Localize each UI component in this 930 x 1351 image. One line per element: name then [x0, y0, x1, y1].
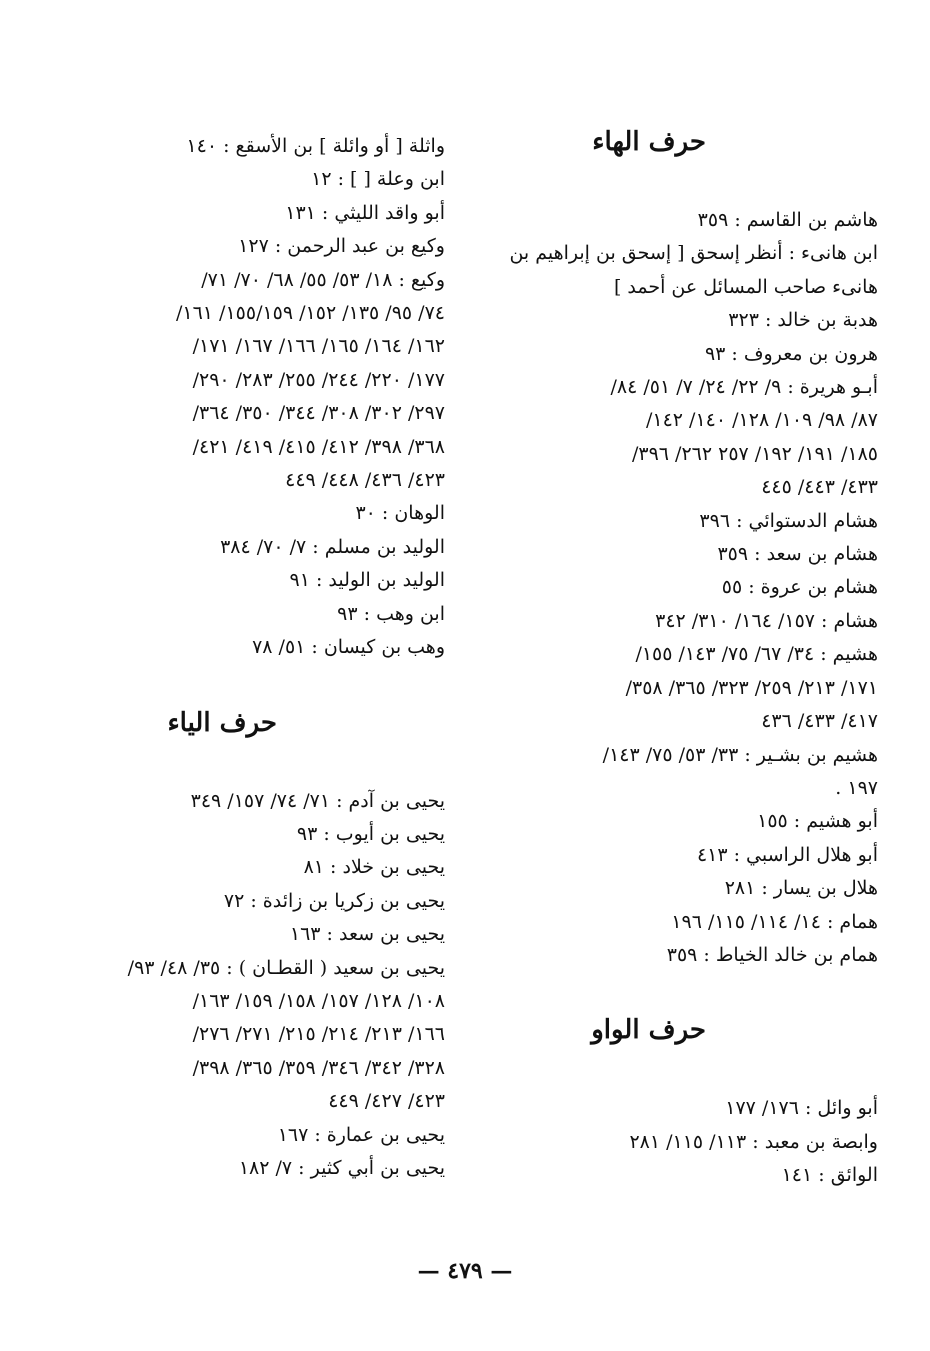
section-spacer: [70, 665, 445, 705]
index-entry: الوليد بن الوليد : ٩١: [289, 569, 445, 592]
index-entry: هانىء صاحب المسائل عن أحمد ]: [613, 275, 878, 298]
index-entry: هلال بن يسار : ٢٨١: [724, 877, 878, 900]
index-entry: واثلة [ أو وائلة ] بن الأسقع : ١٤٠: [186, 135, 445, 157]
entry-list: [70, 130, 445, 665]
index-entry: هرون بن معروف : ٩٣: [704, 342, 878, 365]
index-entry: همام : ١٤/ ١١٤/ ١١٥/ ١٩٦: [671, 910, 878, 933]
section-waw-continued: [70, 130, 445, 665]
index-entry: ابن هانىء : أنظر إسحق [ إسحق بن إبراهيم بن: [509, 242, 878, 265]
index-entry: يحيى بن سعيد ( القطـان ) : ٣٥/ ٤٨/ ٩٣/: [127, 956, 445, 979]
page-number: — ٤٧٩ —: [417, 1258, 513, 1284]
index-entry: ١٧٧/ ٢٢٠/ ٢٤٤/ ٢٥٥/ ٢٨٣/ ٢٩٠/: [192, 368, 445, 391]
index-entry: ٢٩٧/ ٣٠٢/ ٣٠٨/ ٣٤٤/ ٣٥٠/ ٣٦٤/: [192, 402, 445, 425]
index-entry: يحيى بن خلاد : ٨١: [303, 856, 445, 879]
index-entry: ٤٣٣/ ٤٤٣/ ٤٤٥: [761, 476, 878, 499]
index-entry: ١٦٦/ ٢١٣/ ٢١٤/ ٢١٥/ ٢٧١/ ٢٧٦/: [192, 1023, 445, 1046]
index-entry: الوليد بن مسلم : ٧/ ٧٠/ ٣٨٤: [220, 535, 445, 558]
index-entry: ٨٧/ ٩٨/ ١٠٩/ ١٢٨/ ١٤٠/ ١٤٢/: [645, 409, 878, 432]
index-entry: ٣٢٨/ ٣٤٢/ ٣٤٦/ ٣٥٩/ ٣٦٥/ ٣٩٨/: [192, 1056, 445, 1079]
index-entry: ٤٢٣/ ٤٢٧/ ٤٤٩: [328, 1090, 445, 1113]
index-entry: ١٨٥/ ١٩١/ ١٩٢/ ٢٥٧ ٢٦٢/ ٣٩٦/: [631, 442, 878, 465]
index-entry: أبو وائل : ١٧٦/ ١٧٧: [725, 1097, 878, 1120]
index-entry: ١٧١/ ٢١٣/ ٢٥٩/ ٣٢٣/ ٣٦٥/ ٣٥٨/: [625, 676, 878, 699]
index-entry: أبـو هريرة : ٩/ ٢٢/ ٢٤/ ٧/ ٥١/ ٨٤/: [610, 376, 878, 399]
index-entry: وابصة بن معبد : ١١٣/ ١١٥/ ٢٨١: [629, 1130, 878, 1153]
index-entry: هشيم بن بشـير : ٣٣/ ٥٣/ ٧٥/ ١٤٣/: [602, 743, 878, 766]
index-entry: يحيى بن أيوب : ٩٣: [296, 822, 445, 845]
index-entry: وهب بن كيسان : ٥١/ ٧٨: [252, 636, 445, 659]
index-entry: ابن وعلة [ ] : ١٢: [311, 168, 445, 191]
index-entry: هدبة بن خالد : ٣٢٣: [728, 309, 878, 332]
index-entry: ١٩٧ .: [835, 776, 878, 799]
index-entry: همام بن خالد الخياط : ٣٥٩: [666, 943, 878, 966]
section-haa: [493, 124, 878, 972]
index-entry: هشام بن عروة : ٥٥: [721, 576, 878, 599]
section-yaa: [70, 705, 445, 1186]
index-entry: ١٠٨/ ١٢٨/ ١٥٧/ ١٥٨/ ١٥٩/ ١٦٣/: [192, 989, 445, 1012]
index-entry: أبو هشيم : ١٥٥: [757, 810, 878, 833]
index-entry: هشام : ١٥٧/ ١٦٤/ ٣١٠/ ٣٤٢: [655, 609, 878, 632]
index-entry: الوائق : ١٤١: [781, 1164, 878, 1187]
index-entry: يحيى بن سعد : ١٦٣: [289, 923, 445, 946]
index-entry: أبو واقد الليثي : ١٣١: [285, 201, 445, 224]
index-entry: يحيى بن آدم : ٧١/ ٧٤/ ١٥٧/ ٣٤٩: [190, 789, 445, 812]
section-heading: حرف الهاء: [592, 127, 706, 157]
index-entry: ٤٢٣/ ٤٣٦/ ٤٤٨/ ٤٤٩: [285, 469, 445, 492]
index-entry: ١٦٢/ ١٦٤/ ١٦٥/ ١٦٦/ ١٦٧/ ١٧١/: [192, 335, 445, 358]
index-entry: ٤١٧/ ٤٣٣/ ٤٣٦: [761, 710, 878, 733]
right-column: [493, 124, 878, 1193]
index-entry: يحيى بن زكريا بن زائدة : ٧٢: [223, 889, 445, 912]
entry-list: [493, 204, 878, 972]
section-heading: حرف الياء: [167, 707, 277, 738]
left-column: [70, 130, 445, 1185]
index-entry: هشام الدستوائي : ٣٩٦: [699, 509, 878, 532]
index-entry: أبو هلال الراسبي : ٤١٣: [696, 843, 878, 866]
index-entry: هاشم بن القاسم : ٣٥٩: [697, 209, 878, 231]
index-entry: ابن وهب : ٩٣: [337, 602, 445, 625]
index-entry: يحيى بن عمارة : ١٦٧: [277, 1123, 445, 1146]
section-heading: حرف الواو: [591, 1015, 706, 1046]
index-entry: وكيع : ١٨/ ٥٣/ ٥٥/ ٦٨/ ٧٠/ ٧١/: [201, 268, 445, 291]
index-entry: هشيم : ٣٤/ ٦٧/ ٧٥/ ١٤٣/ ١٥٥/: [635, 643, 878, 666]
section-spacer: [493, 972, 878, 1012]
section-waw: [493, 1012, 878, 1192]
index-entry: الوهان : ٣٠: [355, 502, 445, 525]
entry-list: [493, 1092, 878, 1192]
index-entry: ٧٤/ ٩٥/ ١٣٥/ ١٥٢/ ١٥٥/١٥٩/ ١٦١/: [175, 302, 445, 325]
index-entry: يحيى بن أبي كثير : ٧/ ١٨٢: [238, 1156, 445, 1179]
index-entry: وكيع بن عبد الرحمن : ١٢٧: [238, 235, 445, 258]
index-entry: ٣٦٨/ ٣٩٨/ ٤١٢/ ٤١٥/ ٤١٩/ ٤٢١/: [192, 435, 445, 458]
index-entry: هشام بن سعد : ٣٥٩: [717, 543, 878, 566]
entry-list: [70, 785, 445, 1186]
